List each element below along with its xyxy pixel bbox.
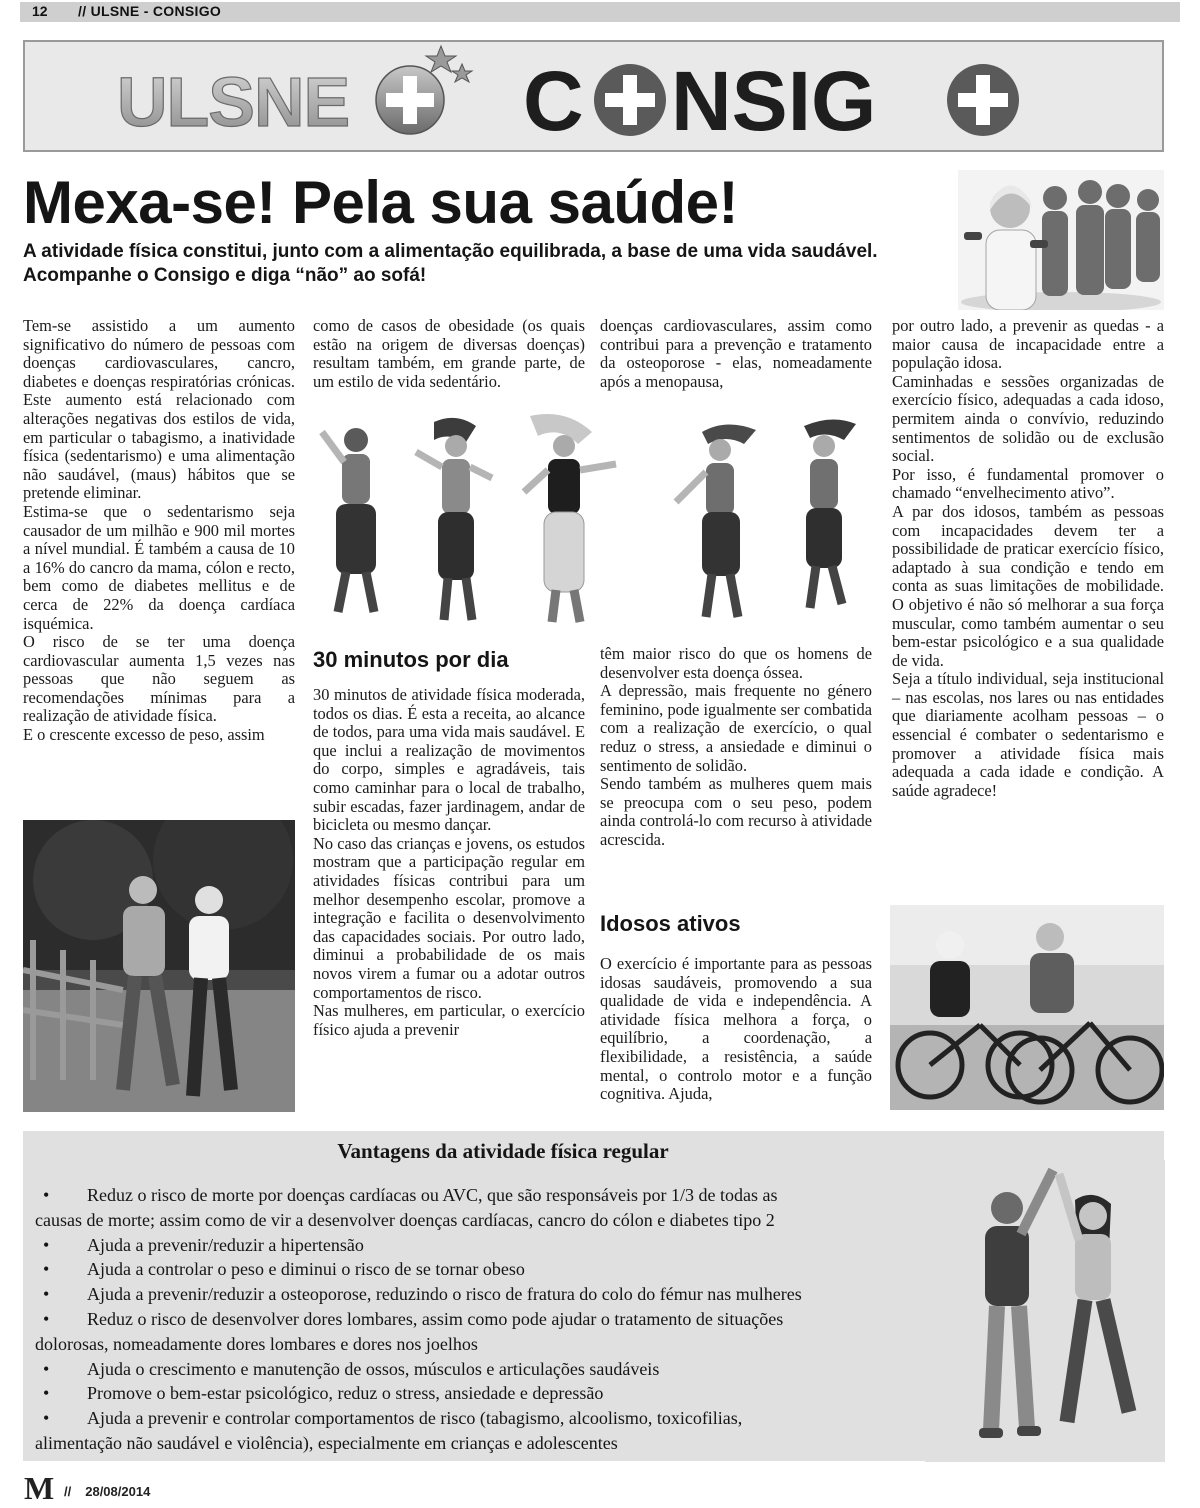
list-item [35,1233,965,1258]
top-bar [20,2,1180,22]
consigo-cross-o [594,64,666,136]
paragraph: Estima-se que o sedentarismo seja causador de um milhão e 900 mil mortes a nível mundial. É também a causa de 10 a 16% do cancro da mama, cólon e recto, bem como de diabetes mellitus e de cerca de 22% da doença cardíaca isquémica. [23,501,295,633]
list-item-text: • Reduz o risco de desenvolver dores lombares, assim como pode ajudar o tratamento de situações [35,1307,965,1332]
list-item [35,1406,965,1456]
body-column-3-bottom [600,955,872,1104]
paragraph: 30 minutos de atividade física moderada, todos os dias. É esta a receita, ao alcance de todos, para uma vida mais saudável. E que inclui a realização de movimentos do corpo, simples e agradáveis, tais como caminhar para o local de trabalho, subir escadas, fazer jardinagem, andar de bicicleta ou mesmo dançar. [313,685,585,835]
benefits-title: Vantagens da atividade física regular [337,1139,669,1163]
list-item [35,1257,965,1282]
footer-brand: M [24,1470,55,1506]
list-item-text: • Ajuda o crescimento e manutenção de ossos, músculos e articulações saudáveis [35,1357,965,1382]
young-couple-high-five-photo [925,1160,1165,1462]
ulsne-cross-emblem [376,66,444,134]
list-item-continuation: causas de morte; assim como de vir a desenvolver doenças cardíacas, cancro do cólon e diabetes tipo 2 [35,1209,775,1230]
list-item-text: • Promove o bem-estar psicológico, reduz o stress, ansiedade e depressão [35,1381,965,1406]
ulsne-logo-text: ULSNE [117,63,350,141]
consigo-logo [523,54,1019,148]
footer-separator: // [64,1484,72,1499]
list-item [35,1307,965,1357]
paragraph: por outro lado, a prevenir as quedas - a maior causa de incapacidade entre a população idosa. [892,316,1164,373]
masthead-logos [25,42,1162,150]
list-item [35,1357,965,1382]
paragraph: Sendo também as mulheres quem mais se preocupa com o seu peso, podem ainda controlá-lo com recurso à atividade acrescida. [600,774,872,849]
list-item-text: • Ajuda a controlar o peso e diminui o risco de se tornar obeso [35,1257,965,1282]
list-item-text: • Reduz o risco de morte por doenças cardíacas ou AVC, que são responsáveis por 1/3 de todas as [35,1183,965,1208]
list-item-continuation: alimentação não saudável e violência), especialmente em crianças e adolescentes [35,1432,618,1453]
consigo-cross-o-end [947,64,1019,136]
couple-walking-photo [23,820,295,1112]
list-item-text: • Ajuda a prevenir/reduzir a osteoporose, reduzindo o risco de fratura do colo do fémur nas mulheres [35,1282,965,1307]
paragraph: A par dos idosos, também as pessoas com incapacidades devem ter a possibilidade de praticar exercício físico, adaptado à sua condição e tendo em conta as suas limitações de mobilidade. O objetivo é não só melhorar a sua força muscular, como também aumentar o seu bem-estar psicológico e a sua qualidade de vida. [892,501,1164,670]
paragraph: como de casos de obesidade (os quais estão na origem de diversas doenças) resultam também, em grande parte, de um estilo de vida sedentário. [313,316,585,391]
body-column-3-middle [600,645,872,850]
benefits-list [35,1183,965,1456]
list-item [35,1381,965,1406]
paragraph: Caminhadas e sessões organizadas de exercício físico, adequadas a cada idoso, permitem ainda o convívio, reduzindo sentimentos de solidão ou de exclusão social. [892,371,1164,466]
section-name: // ULSNE - CONSIGO [78,3,222,19]
paragraph: Por isso, é fundamental promover o chamado “envelhecimento ativo”. [892,464,1164,503]
list-item-text: • Ajuda a prevenir/reduzir a hipertensão [35,1233,965,1258]
list-item [35,1282,965,1307]
body-column-2-top [313,317,585,391]
svg-text:C: C [523,54,584,148]
body-column-1 [23,317,295,745]
page-number: 12 [32,3,48,19]
paragraph: A depressão, mais frequente no género feminino, pode igualmente ser combatida com a realização de exercício, o qual reduz o stress, a ansiedade e diminui o sentimento de solidão. [600,681,872,775]
paragraph: O exercício é importante para as pessoas idosas saudáveis, promovendo a sua qualidade de vida e independência. A atividade física melhora a força, o equilíbrio, a coordenação, a flexibilidade, a resistência, a saúde mental, o controlo motor e a função cognitiva. Ajuda, [600,954,872,1104]
footer-date-line [64,1484,150,1499]
subhead-30-minutes: 30 minutos por dia [313,647,509,672]
body-column-2-bottom [313,686,585,1039]
paragraph: O risco de se ter uma doença cardiovascular aumenta 1,5 vezes nas pessoas que não seguem as recomendações mínimas para a realização de atividade física. [23,632,295,726]
seniors-cycling-photo [890,905,1164,1110]
dancers-photo [316,412,864,630]
body-column-4 [892,317,1164,800]
paragraph: E o crescente excesso de peso, assim [23,725,265,745]
list-item-text: • Ajuda a prevenir e controlar comportamentos de risco (tabagismo, alcoolismo, toxicofilias, [35,1406,965,1431]
list-item [35,1183,965,1233]
subhead-idosos-ativos: Idosos ativos [600,911,741,936]
paragraph: Nas mulheres, em particular, o exercício físico ajuda a prevenir [313,1001,585,1039]
paragraph: No caso das crianças e jovens, os estudos mostram que a participação regular em atividades físicas contribui para um melhor desempenho escolar, promove a integração e facilita o desenvolvimento das capacidades sociais. Por outro lado, diminui a probabilidade de os mais novos virem a fumar ou a adotar outros comportamentos de risco. [313,833,585,1002]
seniors-exercising-photo [958,170,1164,310]
body-column-3-top [600,317,872,391]
standfirst [23,240,963,288]
issue-date: 28/08/2014 [85,1484,151,1499]
paragraph: Tem-se assistido a um aumento significativo do número de pessoas com doenças cardiovasculares, cancro, diabetes e doenças respiratórias crónicas. Este aumento está relacionado com alterações negativas dos estilos de vida, em particular o tabagismo, a inatividade física (sedentarismo) e uma alimentação não saudável, (maus) hábitos que se pretende eliminar. [23,316,295,503]
headline: Mexa-se! Pela sua saúde! [23,169,739,236]
standfirst-line: Acompanhe o Consigo e diga “não” ao sofá! [23,265,427,286]
paragraph: doenças cardiovasculares, assim como contribui para a prevenção e tratamento da osteoporose - elas, nomeadamente após a menopausa, [600,316,872,391]
paragraph: Seja a título individual, seja institucional – nas escolas, nos lares ou nas entidades que diariamente acolham pessoas – o essencial é combater o sedentarismo e promover a atividade física mais adequada a cada idade e condição. A saúde agradece! [892,669,1164,800]
paragraph: têm maior risco do que os homens de desenvolver esta doença óssea. [600,644,872,682]
masthead [23,40,1164,152]
standfirst-line: A atividade física constitui, junto com a alimentação equilibrada, a base de uma vida saudável. [23,241,878,262]
list-item-continuation: dolorosas, nomeadamente dores lombares e dores nos joelhos [35,1333,478,1354]
svg-text:NSIG: NSIG [671,54,877,148]
